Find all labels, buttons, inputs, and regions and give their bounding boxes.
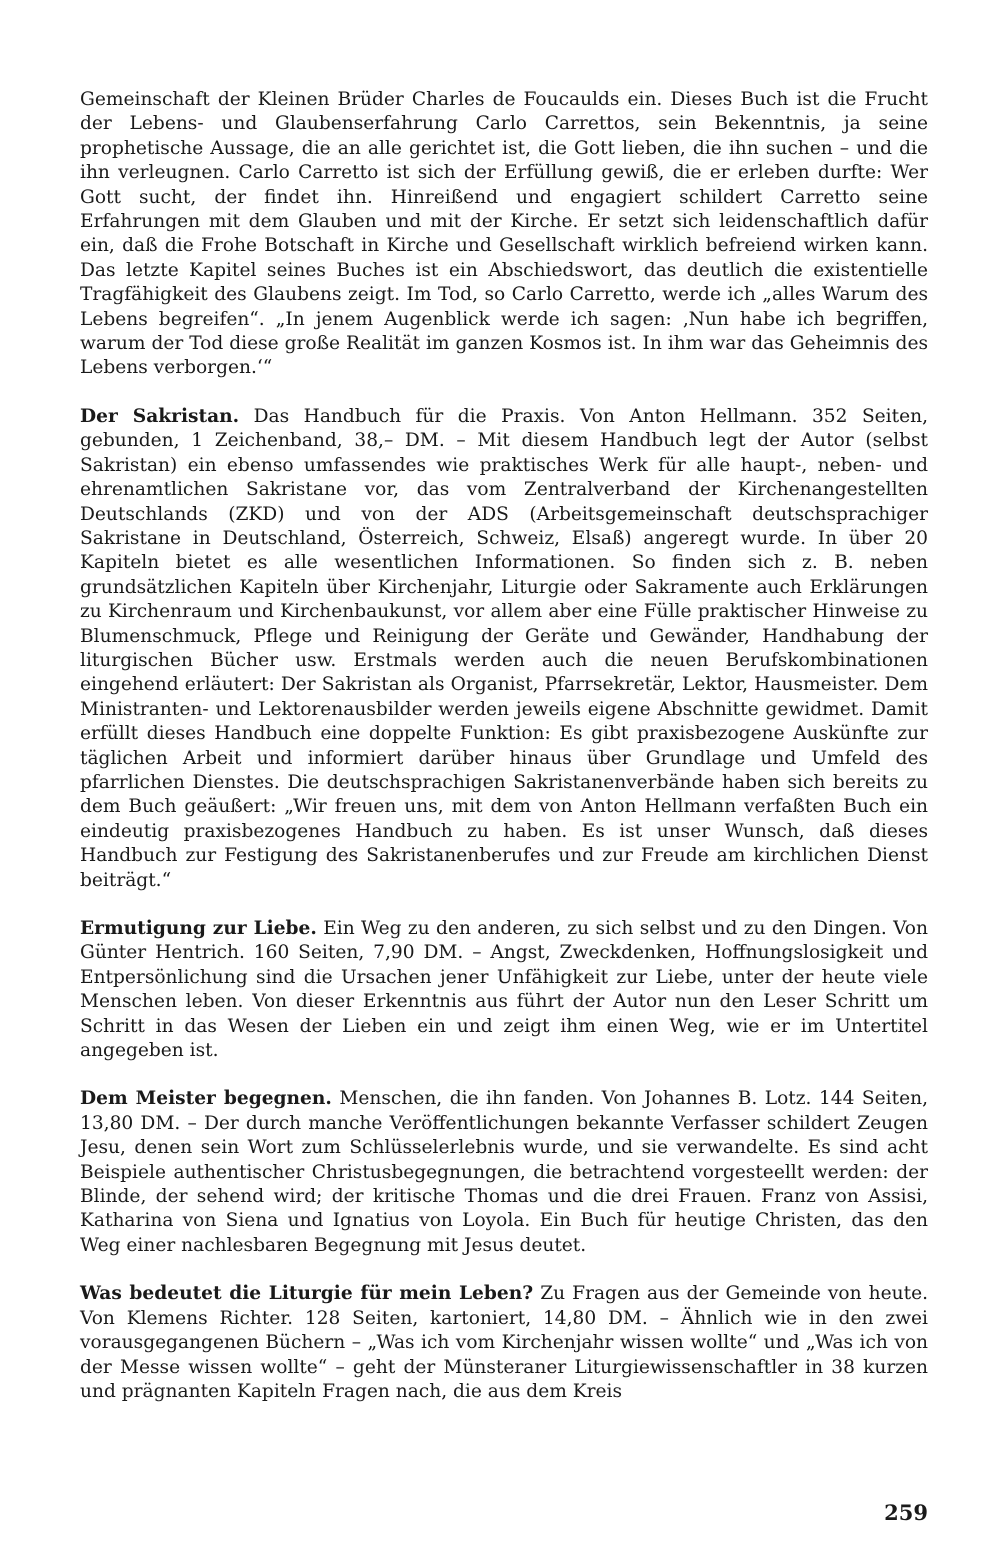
entry-title: Der Sakristan. (80, 405, 240, 427)
entry-der-sakristan (80, 405, 928, 893)
page-body (80, 88, 928, 1404)
entry-title: Was bedeutet die Liturgie für mein Leben? (80, 1283, 534, 1305)
entry-text: Gemeinschaft der Kleinen Brüder Charles de Foucaulds ein. Dieses Buch ist die Frucht der Lebens- und Glaubenserfahrung Carlo Carrettos, sein Bekenntnis, ja seine prophetische Aussage, die an alle gerichtet ist, die Gott lieben, die ihn suchen – und die ihn verleugnen. Carlo Carretto ist sich der Erfüllung gewiß, die er erleben durfte: Wer Gott sucht, der findet ihn. Hinreißend und engagiert schildert Carretto seine Erfahrungen mit dem Glauben und mit der Kirche. Er setzt sich leidenschaftlich dafür ein, daß die Frohe Botschaft in Kirche und Gesellschaft wirklich befreiend wirken kann. Das letzte Kapitel seines Buches ist ein Abschiedswort, das deutlich die existentielle Tragfähigkeit des Glaubens zeigt. Im Tod, so Carlo Carretto, werde ich „alles Warum des Lebens begreifen“. „In jenem Augenblick werde ich sagen: ‚Nun habe ich begriffen, warum der Tod diese große Realität im ganzen Kosmos ist. In ihm war das Geheimnis des Lebens verborgen.‘“ (80, 89, 928, 379)
entry-text: Das Handbuch für die Praxis. Von Anton Hellmann. 352 Seiten, gebunden, 1 Zeichenband, 38,– DM. – Mit diesem Handbuch legt der Autor (selbst Sakristan) ein ebenso umfassendes wie praktisches Werk für alle haupt-, neben- und ehrenamtlichen Sakristane vor, das vom Zentralverband der Kirchenangestellten Deutschlands (ZKD) und von der ADS (Arbeitsgemeinschaft deutschsprachiger Sakristane in Deutschland, Österreich, Schweiz, Elsaß) angeregt wurde. In über 20 Kapiteln bietet es alle wesentlichen Informationen. So finden sich z. B. neben grundsätzlichen Kapiteln über Kirchenjahr, Liturgie oder Sakramente auch Erklärungen zu Kirchenraum und Kirchenbaukunst, vor allem aber eine Fülle praktischer Hinweise zu Blumenschmuck, Pflege und Reinigung der Geräte und Gewänder, Handhabung der liturgischen Bücher usw. Erstmals werden auch die neuen Berufskombinationen eingehend erläutert: Der Sakristan als Organist, Pfarrsekretär, Lektor, Hausmeister. Dem Ministranten- und Lektorenausbilder werden jeweils eigene Abschnitte gewidmet. Damit erfüllt dieses Handbuch eine doppelte Funktion: Es gibt praxisbezogene Auskünfte zur täglichen Arbeit und informiert darüber hinaus über Grundlage und Umfeld des pfarrlichen Dienstes. Die deutschsprachigen Sakristanenverbände haben sich bereits zu dem Buch geäußert: „Wir freuen uns, mit dem von Anton Hellmann verfaßten Buch ein eindeutig praxisbezogenes Handbuch zu haben. Es ist unser Wunsch, daß dieses Handbuch zur Festigung des Sakristanenberufes und zur Freude am kirchlichen Dienst beiträgt.“ (80, 405, 928, 891)
entry-text: Zu Fragen aus der Gemeinde von heute. Von Klemens Richter. 128 Seiten, kartoniert, 14,80 DM. – Ähnlich wie in den zwei vorausgegangenen Büchern – „Was ich vom Kirchenjahr wissen wollte“ und „Was ich von der Messe wissen wollte“ – geht der Münsteraner Liturgiewissenschaftler in 38 kurzen und prägnanten Kapiteln Fragen nach, die aus dem Kreis (80, 1283, 928, 1402)
entry-title: Dem Meister begegnen. (80, 1088, 332, 1110)
entry-title: Ermutigung zur Liebe. (80, 918, 317, 939)
entry-carretto (80, 88, 928, 381)
entry-liturgie (80, 1282, 928, 1404)
entry-ermutigung-zur-liebe (80, 917, 928, 1063)
entry-text: Menschen, die ihn fanden. Von Johannes B. Lotz. 144 Seiten, 13,80 DM. – Der durch manche Veröffentlichungen bekannte Verfasser schildert Zeugen Jesu, denen sein Wort zum Schlüsselerlebnis wurde, und sie verwandelte. Es sind acht Beispiele authentischer Christusbegegnungen, die betrachtend vorgesteellt werden: der Blinde, der sehend wird; der kritische Thomas und die drei Frauen. Franz von Assisi, Katharina von Siena und Ignatius von Loyola. Ein Buch für heutige Christen, das den Weg einer nachlesbaren Begegnung mit Jesus deutet. (80, 1088, 928, 1256)
page-number: 259 (884, 1500, 928, 1525)
entry-dem-meister-begegnen (80, 1087, 928, 1258)
entry-text: Ein Weg zu den anderen, zu sich selbst und zu den Dingen. Von Günter Hentrich. 160 Seiten, 7,90 DM. – Angst, Zweckdenken, Hoffnungslosigkeit und Entpersönlichung sind die Ursachen jener Unfähigkeit zur Liebe, unter der heute viele Menschen leben. Von dieser Erkenntnis aus führt der Autor nun den Leser Schritt um Schritt in das Wesen der Lieben ein und zeigt ihm einen Weg, wie er im Untertitel angegeben ist. (80, 918, 928, 1062)
